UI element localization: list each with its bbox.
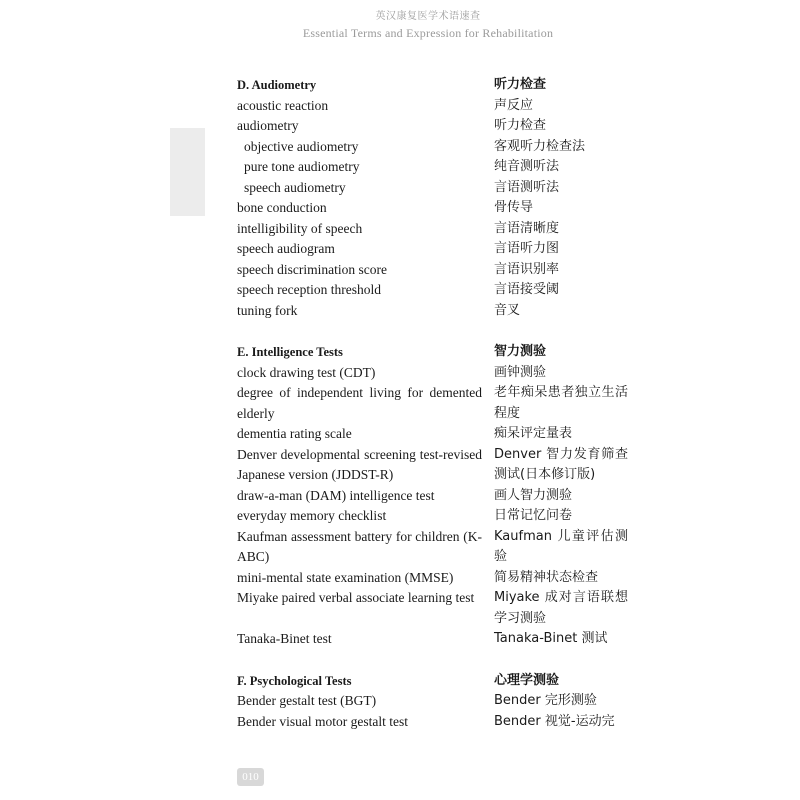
term-chinese: 痴呆评定量表 [494, 426, 573, 441]
term-english: speech audiometry [244, 179, 346, 195]
running-head [0, 10, 800, 41]
term-english: Tanaka-Binet test [237, 631, 332, 646]
section-spacer [237, 650, 622, 671]
side-thumb-tab [170, 128, 205, 216]
section-heading-english: E. Intelligence Tests [237, 345, 343, 359]
term-entry [237, 445, 628, 486]
term-english: speech audiogram [237, 241, 335, 256]
term-entry [237, 506, 622, 527]
page-number: 010 [237, 768, 264, 786]
term-english: Denver developmental screening test-revised Japanese version (JDDST-R) [237, 446, 482, 482]
term-english: audiometry [237, 118, 299, 133]
term-chinese: 纯音测听法 [494, 159, 560, 174]
term-english: speech discrimination score [237, 261, 387, 277]
term-english: bone conduction [237, 200, 327, 215]
term-entry [237, 260, 622, 281]
term-entry [237, 383, 628, 424]
term-english: tuning fork [237, 302, 298, 318]
glossary-content [237, 75, 628, 732]
section-heading-english: D. Audiometry [237, 78, 317, 92]
term-entry [237, 527, 628, 568]
term-entry [237, 568, 622, 589]
term-entry [237, 116, 622, 137]
term-entry [237, 239, 622, 260]
term-chinese: Bender 视觉-运动完 [494, 713, 615, 729]
term-english: Bender gestalt test (BGT) [237, 693, 377, 708]
term-entry [237, 137, 622, 158]
term-chinese: 言语测听法 [494, 179, 560, 195]
term-english: Miyake paired verbal associate learning test [237, 590, 475, 605]
section-heading [237, 75, 622, 96]
term-entry [237, 363, 622, 384]
term-chinese: Bender 完形测验 [494, 693, 597, 708]
term-english: degree of independent living for demented elderly [237, 385, 482, 421]
term-chinese: 声反应 [494, 97, 534, 113]
term-entry [237, 629, 622, 650]
term-english: draw-a-man (DAM) intelligence test [237, 487, 435, 503]
term-entry [237, 96, 622, 117]
section-heading-english: F. Psychological Tests [237, 673, 352, 688]
section-heading [237, 342, 622, 363]
term-chinese: 老年痴呆患者独立生活程度 [494, 385, 628, 421]
term-chinese: 客观听力检查法 [494, 138, 586, 154]
term-english: acoustic reaction [237, 97, 329, 113]
section-heading-chinese: 智力测验 [494, 344, 547, 359]
term-chinese: 言语听力图 [494, 241, 560, 256]
term-chinese: 画钟测验 [494, 364, 547, 380]
term-chinese: 言语识别率 [494, 261, 560, 277]
section-spacer [237, 321, 622, 342]
term-entry [237, 424, 622, 445]
term-english: intelligibility of speech [237, 220, 363, 236]
term-chinese: 简易精神状态检查 [494, 569, 599, 585]
running-head-chinese-title: 英汉康复医学术语速查 [375, 11, 481, 22]
term-chinese: Denver 智力发育筛查测试(日本修订版) [494, 446, 628, 482]
term-entry [237, 691, 622, 712]
running-head-english-title: Essential Terms and Expression for Rehabilitation [302, 26, 554, 40]
term-english: speech reception threshold [237, 282, 381, 297]
term-entry [237, 157, 622, 178]
term-english: clock drawing test (CDT) [237, 364, 376, 380]
term-entry [237, 301, 622, 322]
term-chinese: 听力检查 [494, 118, 547, 133]
term-english: objective audiometry [244, 138, 359, 154]
term-entry [237, 198, 622, 219]
term-entry [237, 588, 628, 629]
term-chinese: 日常记忆问卷 [494, 508, 573, 523]
section-heading-chinese: 心理学测验 [494, 672, 560, 688]
term-english: dementia rating scale [237, 426, 352, 441]
term-english: pure tone audiometry [244, 159, 360, 174]
term-chinese: Miyake 成对言语联想学习测验 [494, 590, 628, 626]
term-chinese: 骨传导 [494, 200, 534, 215]
term-chinese: 言语清晰度 [494, 220, 560, 236]
term-entry [237, 280, 622, 301]
term-entry [237, 219, 622, 240]
term-chinese: Kaufman 儿童评估测验 [494, 528, 628, 564]
section-heading-chinese: 听力检查 [494, 77, 547, 92]
term-entry [237, 712, 622, 733]
term-english: everyday memory checklist [237, 508, 387, 523]
term-entry [237, 178, 622, 199]
term-english: Kaufman assessment battery for children (K-ABC) [237, 528, 482, 564]
term-chinese: 言语接受阈 [494, 282, 560, 297]
term-chinese: Tanaka-Binet 测试 [494, 631, 608, 646]
term-english: mini-mental state examination (MMSE) [237, 569, 454, 585]
section-heading [237, 671, 622, 692]
term-entry [237, 486, 622, 507]
term-chinese: 画人智力测验 [494, 487, 573, 503]
term-chinese: 音叉 [494, 302, 521, 318]
term-english: Bender visual motor gestalt test [237, 713, 408, 729]
